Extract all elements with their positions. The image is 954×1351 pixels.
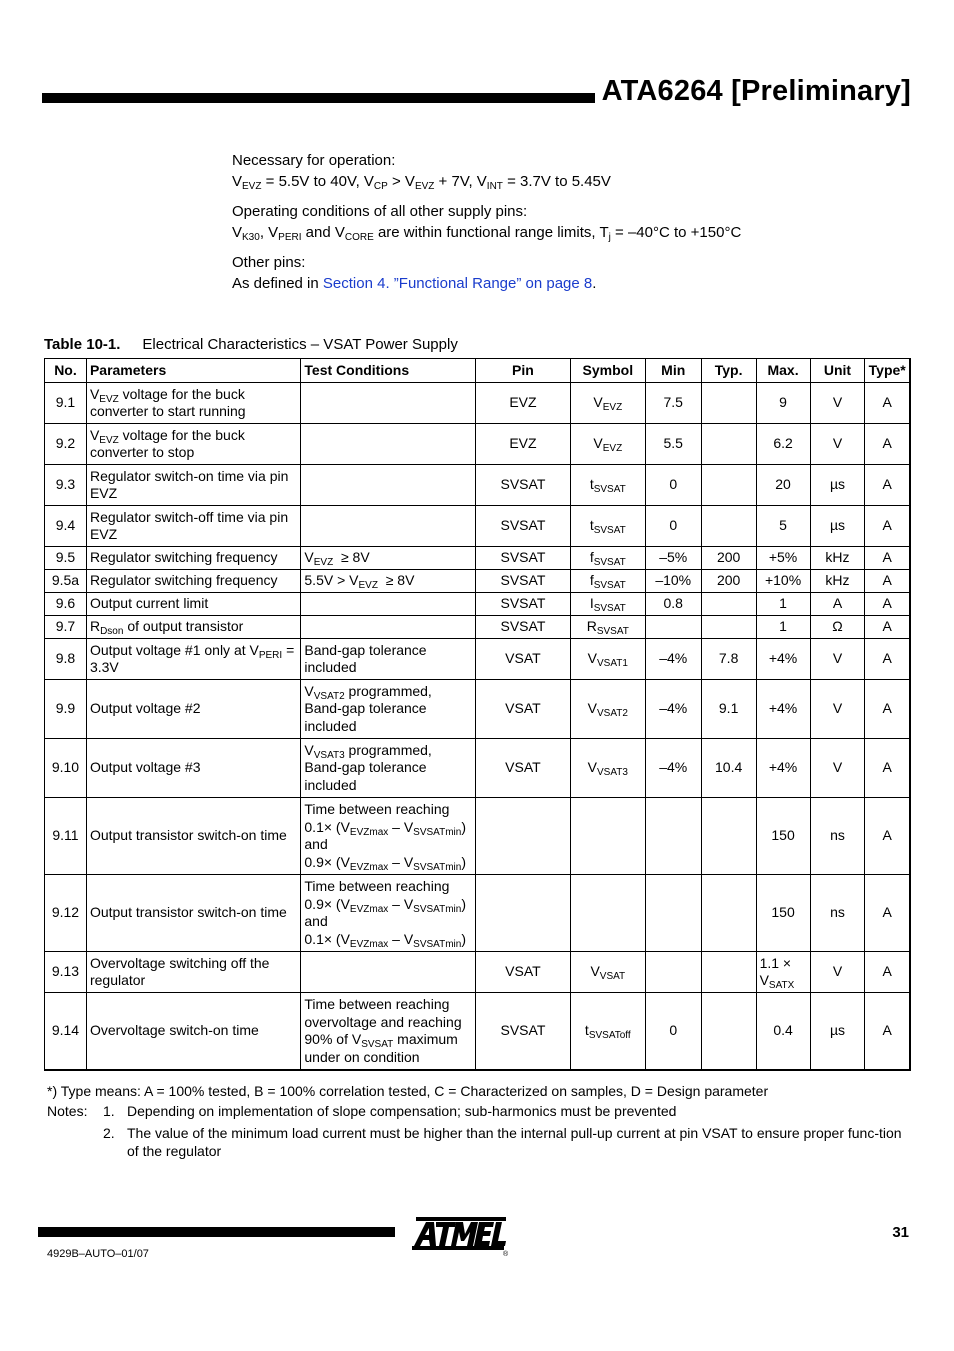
- page-title: ATA6264 [Preliminary]: [601, 75, 911, 107]
- atmel-logo: [410, 1208, 512, 1258]
- note-item: 2. The value of the minimum load current must be higher than the internal pull-up current at pin VSAT to ensure proper func-tion of the regulator: [103, 1125, 902, 1159]
- table-row: 9.3 Regulator switch-on time via pin EVZ SVSAT $t_{SVSAT}$ 0 20 µs A: [45, 465, 911, 506]
- svg-text:®: ®: [503, 1251, 509, 1258]
- table-row: 9.10 Output voltage #3 $V_{VSAT3}$ programmed, Band-gap tolerance included VSAT $V_{VSAT3}$ –4% 10.4 +4% V A: [45, 739, 911, 798]
- table-row: 9.5a Regulator switching frequency $5.5V > V_{EVZ} \ge 8V$ SVSAT $f_{SVSAT}$ –10% 200 +10% kHz A: [45, 570, 911, 593]
- table-row: 9.6 Output current limit SVSAT $I_{SVSAT}$ 0.8 1 A A: [45, 593, 911, 616]
- table-caption: Table 10-1. Electrical Characteristics – VSAT Power Supply: [44, 336, 458, 353]
- electrical-characteristics-table: [44, 358, 911, 1071]
- header-rule: [42, 93, 595, 103]
- type-footnote: *) Type means: A = 100% tested, B = 100% correlation tested, C = Characterized on samples, D = Design parameter: [47, 1083, 769, 1099]
- note-item: Notes: 1. Depending on implementation of slope compensation; sub-harmonics must be prevented: [47, 1103, 677, 1119]
- table-row: 9.14 Overvoltage switch-on time Time between reaching overvoltage and reaching 90% of $V_{SVSAT}$ maximum under on condition SVSAT $t_{SVSAToff}$ 0 0.4 µs A: [45, 993, 911, 1071]
- table-row: 9.1 $V_{EVZ}$ voltage for the buck converter to start running EVZ $V_{EVZ}$ 7.5 9 V A: [45, 383, 911, 424]
- table-row: 9.13 Overvoltage switching off the regulator VSAT $V_{VSAT}$ 1.1 × $V_{SATX}$ V A: [45, 952, 911, 993]
- table-header-row: No. Parameters Test Conditions Pin Symbol Min Typ. Max. Unit Type*: [45, 359, 911, 383]
- table-row: 9.2 $V_{EVZ}$ voltage for the buck converter to stop EVZ $V_{EVZ}$ 5.5 6.2 V A: [45, 424, 911, 465]
- table-row: 9.8 Output voltage #1 only at $V_{PERI} = 3.3V$ Band-gap tolerance included VSAT $V_{VSAT1}$ –4% 7.8 +4% V A: [45, 639, 911, 680]
- intro-block: [232, 150, 741, 303]
- footer-rule: [38, 1227, 395, 1237]
- table-row: 9.4 Regulator switch-off time via pin EVZ SVSAT $t_{SVSAT}$ 0 5 µs A: [45, 506, 911, 547]
- document-id: 4929B–AUTO–01/07: [47, 1248, 149, 1260]
- table-row: 9.11 Output transistor switch-on time Time between reaching $0.1\times (V_{EVZmax} - V_{SVSATmin})$ and $0.9\times (V_{EVZmax} - V_{SVSATmin})$ 150 ns A: [45, 798, 911, 875]
- operation-conditions: Necessary for operation: $V_{EVZ} = 5.5V$ to 40V, $V_{CP} > V_{EVZ} + 7V$, $V_{INT} = 3.7V$ to 5.45V: [232, 152, 611, 192]
- functional-range-link[interactable]: Section 4. ”Functional Range” on page 8: [322, 275, 593, 292]
- table-row: 9.12 Output transistor switch-on time Time between reaching $0.9\times (V_{EVZmax} - V_{SVSATmin})$ and $0.1\times (V_{EVZmax} - V_{SVSATmin})$ 150 ns A: [45, 875, 911, 952]
- table-row: 9.9 Output voltage #2 $V_{VSAT2}$ programmed, Band-gap tolerance included VSAT $V_{VSAT2}$ –4% 9.1 +4% V A: [45, 680, 911, 739]
- table-row: 9.7 $R_{Dson}$ of output transistor SVSAT $R_{SVSAT}$ 1 Ω A: [45, 616, 911, 639]
- table-row: 9.5 Regulator switching frequency $V_{EVZ} \ge 8V$ SVSAT $f_{SVSAT}$ –5% 200 +5% kHz A: [45, 547, 911, 570]
- other-supply-conditions: Operating conditions of all other supply pins: $V_{K30}$, $V_{PERI}$ and $V_{CORE}$ are within functional range limits, $T_j = -40^\circ C$ to +150°C: [232, 203, 742, 243]
- notes-block: [47, 1102, 907, 1164]
- page-number: 31: [892, 1224, 909, 1241]
- other-pins: Other pins: As defined in Section 4. ”Functional Range” on page 8.: [232, 254, 597, 292]
